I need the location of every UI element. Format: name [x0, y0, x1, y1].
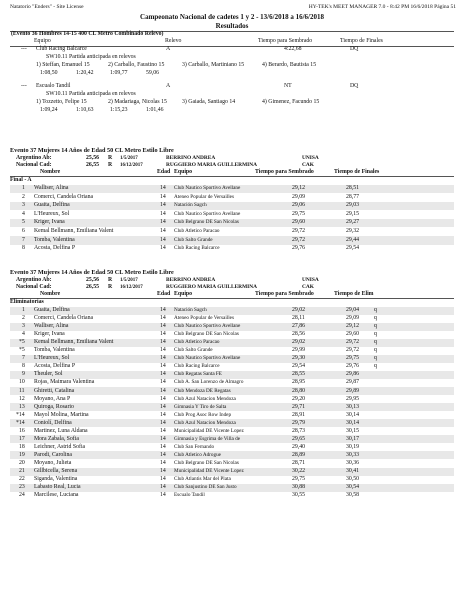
final-time: 30,13	[346, 403, 360, 410]
swimmer-team: Club Nautico Sportivo Avellane	[174, 355, 241, 362]
swimmer-age: 14	[160, 315, 166, 322]
col-seed: Tiempo para Sembrado	[258, 38, 313, 44]
row-shade	[10, 387, 454, 395]
record-club: CAK	[302, 162, 314, 168]
software-stamp: HY-TEK's MEET MANAGER 7.0 - 8:42 PM 16/6/2018 Página 51	[308, 4, 456, 10]
seed-time: 29,02	[292, 307, 306, 313]
swimmer-age: 14	[160, 210, 166, 217]
col-final: Tiempo de Finales	[334, 169, 380, 175]
split-time: 1:01,46	[146, 107, 164, 113]
swimmer-team: Ateneo Popular de Versailles	[174, 193, 234, 200]
record-label: Argentino Ab:	[16, 277, 52, 283]
final-time: 29,72	[346, 339, 360, 346]
section-label: Eliminatorias	[10, 299, 44, 305]
swimmer-name: Walliser, Alina	[34, 323, 69, 330]
swimmer-name: Tomba, Valentina	[34, 236, 75, 243]
swimmer-name: Martinez, Luna Aldana	[34, 427, 88, 434]
record-date: 16/12/2017	[120, 163, 143, 168]
swimmer-age: 14	[160, 236, 166, 243]
swimmer-age: 14	[160, 228, 166, 234]
result-place: 19	[19, 451, 25, 458]
swimmer-age: 14	[160, 403, 166, 410]
relay-swimmer: 2) Carballo, Faustino 15	[108, 62, 165, 68]
result-place: *14	[16, 419, 25, 426]
swimmer-name: Theuler, Sol	[34, 371, 63, 378]
seed-time: 27,86	[292, 323, 306, 330]
swimmer-age: 14	[160, 307, 166, 313]
swimmer-age: 14	[160, 387, 166, 394]
swimmer-age: 14	[160, 331, 166, 338]
swimmer-name: Mora Zabala, Sofia	[34, 435, 79, 442]
swimmer-team: Municipalidad DE Vicente Lopez	[174, 427, 244, 434]
swimmer-age: 14	[160, 419, 166, 426]
seed-time: 29,20	[292, 395, 306, 402]
swimmer-team: Club Sanjustino DE San Justo	[174, 484, 237, 491]
final-time: 29,76	[346, 363, 360, 370]
qualifier-mark: q	[374, 331, 377, 338]
section-label: Final - A	[10, 177, 32, 183]
seed-time: 30,22	[292, 468, 306, 474]
result-place: 23	[19, 484, 25, 491]
meet-title: Campeonato Nacional de cadetes 1 y 2 - 13/6/2018 a 16/6/2018	[140, 13, 324, 21]
final-time: 28,77	[346, 193, 360, 200]
swimmer-age: 14	[160, 363, 166, 370]
final-time: 29,32	[346, 228, 360, 234]
swimmer-team: Club Racing Balcarce	[174, 363, 220, 370]
split-time: 1:09,77	[110, 70, 128, 76]
result-place: 1	[22, 185, 25, 191]
swimmer-team: Club Atlantis Mar del Plata	[174, 476, 231, 483]
swimmer-age: 14	[160, 323, 166, 330]
relay-swimmer: 1) Tozzetto, Felipe 15	[36, 99, 87, 105]
final-time: 29,12	[346, 323, 360, 330]
final-time: 30,50	[346, 476, 360, 483]
final-time: 30,54	[346, 484, 360, 491]
col-team: Equipo	[174, 169, 193, 175]
row-shade	[10, 307, 454, 315]
swimmer-team: Natación Sagch	[174, 307, 207, 313]
swimmer-age: 14	[160, 459, 166, 466]
row-shade	[10, 202, 454, 211]
seed-time: 29,75	[292, 476, 306, 483]
record-holder: RUGGIERO MARIA GUILLERMINA	[166, 162, 258, 168]
swimmer-team: Club Regatas Santa FE	[174, 371, 222, 378]
swimmer-team: Club Mendoza DE Regatas	[174, 387, 231, 394]
seed-time: 29,72	[292, 236, 306, 243]
seed-time: 29,79	[292, 419, 306, 426]
swimmer-name: Kriger, Ivana	[34, 219, 65, 226]
swimmer-team: Club Belgrano DE San Nicolas	[174, 331, 239, 338]
final-time: 29,87	[346, 379, 360, 386]
swimmer-team: Club Azul Natacion Mendoza	[174, 395, 236, 402]
split-time: 1:08,50	[40, 70, 58, 76]
col-final: Tiempo de Finales	[340, 38, 383, 44]
team-seed: NT	[284, 83, 292, 89]
final-time: 30,41	[346, 468, 360, 474]
event-title: Evento 37 Mujeres 14 Años de Edad 50 CL Metro Estilo Libre	[10, 269, 174, 276]
final-time: 29,72	[346, 347, 360, 354]
seed-time: 29,60	[292, 219, 306, 226]
relay-swimmer: 3) Carballo, Martiniano 15	[182, 62, 245, 68]
swimmer-name: Quiroga, Rosario	[34, 403, 74, 410]
swimmer-team: Escualo Tandil	[174, 492, 205, 499]
swimmer-age: 14	[160, 219, 166, 226]
result-place: 8	[22, 245, 25, 252]
swimmer-team: Club Racing Balcarce	[174, 245, 220, 252]
col-name: Nombre	[40, 291, 61, 297]
swimmer-team: Club Azul Natacion Mendoza	[174, 419, 236, 426]
record-flag: R	[108, 284, 113, 290]
swimmer-age: 14	[160, 185, 166, 191]
seed-time: 29,30	[292, 355, 306, 362]
seed-time: 29,09	[292, 193, 306, 200]
swimmer-team: Club A. San Lorenzo de Almagro	[174, 379, 244, 386]
team-relay: A	[166, 46, 171, 52]
swimmer-name: Comerci, Candela Oriana	[34, 193, 94, 200]
swimmer-name: L'Heureux, Sol	[34, 210, 70, 217]
swimmer-team: Club Nautico Sportivo Avellane	[174, 210, 241, 217]
col-age: Edad	[157, 169, 171, 175]
result-place: 8	[22, 363, 25, 370]
result-place: 17	[19, 435, 25, 442]
swimmer-age: 14	[160, 427, 166, 434]
team-seed: 4:22,68	[284, 46, 302, 52]
record-flag: R	[108, 162, 113, 168]
results-title: Resultados	[215, 22, 249, 30]
final-time: 29,04	[346, 307, 360, 313]
swimmer-name: Tomba, Valentina	[34, 347, 75, 354]
split-time: 1:10,63	[76, 107, 94, 113]
result-place: 3	[22, 323, 25, 330]
record-date: 1/5/2017	[120, 278, 138, 283]
header-rule	[10, 298, 454, 299]
swimmer-team: Club Belgrano DE San Nicolas	[174, 459, 239, 466]
final-time: 30,58	[346, 492, 360, 499]
swimmer-team: Municipalidad DE Vicente Lopez	[174, 468, 244, 474]
swimmer-name: Moyano, Ana P	[34, 395, 71, 402]
final-time: 29,15	[346, 210, 360, 217]
header-rule	[10, 176, 454, 177]
final-time: 30,36	[346, 459, 360, 466]
swimmer-age: 14	[160, 202, 166, 209]
seed-time: 30,55	[292, 492, 306, 499]
record-label: Nacional Cad:	[16, 284, 52, 290]
swimmer-age: 14	[160, 435, 166, 442]
split-time: 1:09,24	[40, 107, 58, 113]
final-time: 29,75	[346, 355, 360, 362]
swimmer-age: 14	[160, 411, 166, 418]
qualifier-mark: q	[374, 339, 377, 346]
swimmer-name: Siganda, Valentina	[34, 476, 78, 483]
swimmer-age: 14	[160, 339, 166, 346]
swimmer-name: Rojas, Maimara Valentina	[34, 379, 95, 386]
swimmer-name: Kemal Bellmann, Emiliana Valent	[34, 339, 114, 346]
team-place: ---	[21, 46, 27, 52]
result-place: 20	[19, 459, 25, 466]
seed-time: 29,99	[292, 347, 306, 354]
final-time: 29,86	[346, 371, 360, 378]
qualifier-mark: q	[374, 347, 377, 354]
seed-time: 29,71	[292, 403, 306, 410]
relay-swimmer: 1) Steffan, Emanuel 15	[36, 62, 90, 68]
result-place: *14	[16, 411, 25, 418]
result-place: 16	[19, 427, 25, 434]
col-relay: Relevo	[165, 38, 182, 44]
final-time: 30,14	[346, 419, 360, 426]
swimmer-team: Club Nautico Sportivo Avellane	[174, 323, 241, 330]
seed-time: 28,95	[292, 379, 306, 386]
swimmer-name: Labasto Real, Lucia	[34, 484, 81, 491]
qualifier-mark: q	[374, 363, 377, 370]
seed-time: 29,75	[292, 210, 306, 217]
team-relay: A	[166, 83, 171, 89]
col-seed: Tiempo para Sembrado	[255, 291, 314, 297]
seed-time: 28,89	[292, 451, 306, 458]
result-place: 6	[22, 228, 25, 234]
record-time: 26,55	[86, 284, 100, 290]
seed-time: 28,55	[292, 371, 306, 378]
swimmer-team: Club San Fernando	[174, 443, 215, 450]
record-club: UNISA	[302, 155, 319, 161]
swimmer-age: 14	[160, 379, 166, 386]
swimmer-name: Guaita, Delfina	[34, 307, 70, 313]
seed-time: 28,71	[292, 459, 306, 466]
final-time: 29,95	[346, 395, 360, 402]
seed-time: 29,72	[292, 228, 306, 234]
final-time: 30,33	[346, 451, 360, 458]
relay-swimmer: 4) Gimenez, Facundo 15	[262, 99, 320, 105]
qualifier-mark: q	[374, 323, 377, 330]
result-place: 5	[22, 219, 25, 226]
team-name: Escualo Tandil	[36, 83, 71, 89]
team-place: ---	[21, 83, 27, 89]
result-place: 1	[22, 307, 25, 313]
col-team: Equipo	[34, 38, 51, 44]
result-place: 10	[19, 379, 25, 386]
final-time: 29,09	[346, 315, 360, 322]
col-team: Equipo	[174, 291, 193, 297]
swimmer-name: Mayol Molina, Martina	[34, 411, 89, 418]
result-place: 22	[19, 476, 25, 483]
swimmer-age: 14	[160, 347, 166, 354]
swimmer-name: Moyano, Julieta	[34, 459, 72, 466]
swimmer-name: L'Heureux, Sol	[34, 355, 70, 362]
team-final: DQ	[350, 46, 359, 52]
swimmer-team: Gimnasia Y Tiro de Salta	[174, 403, 227, 410]
swimmer-age: 14	[160, 355, 166, 362]
final-time: 29,89	[346, 387, 360, 394]
row-shade	[10, 236, 454, 245]
seed-time: 28,73	[292, 427, 306, 434]
relay-swimmer: 2) Madariaga, Nicolas 15	[108, 99, 167, 105]
event-title: Evento 37 Mujeres 14 Años de Edad 50 CL Metro Estilo Libre	[10, 147, 174, 154]
swimmer-age: 14	[160, 443, 166, 450]
swimmer-team: Club Atletico Paracao	[174, 339, 220, 346]
swimmer-age: 14	[160, 245, 166, 252]
qualifier-mark: q	[374, 315, 377, 322]
swimmer-team: Club Atletico Adrogue	[174, 451, 221, 458]
record-date: 1/5/2017	[120, 156, 138, 161]
final-time: 28,51	[346, 185, 360, 191]
result-place: 11	[19, 387, 25, 394]
swimmer-team: Club Salto Grande	[174, 347, 213, 354]
swimmer-team: Gimnasia y Esgrima de Villa de	[174, 435, 241, 442]
swimmer-age: 14	[160, 395, 166, 402]
relay-swimmer: 4) Berardo, Bautista 15	[262, 62, 317, 68]
seed-time: 28,11	[292, 315, 305, 322]
row-shade	[10, 451, 454, 459]
dq-note: SW10.11 Partida anticipada en relevos	[46, 54, 136, 60]
record-club: CAK	[302, 284, 314, 290]
record-holder: BERRINO ANDREA	[166, 277, 216, 283]
swimmer-age: 14	[160, 468, 166, 474]
result-place: 7	[22, 236, 25, 243]
team-final: DQ	[350, 83, 359, 89]
col-final: Tiempo de Elim	[334, 291, 374, 297]
page-header-line	[10, 4, 456, 13]
swimmer-name: Marcilese, Luciana	[34, 492, 79, 499]
swimmer-name: Parodi, Carolina	[34, 451, 72, 458]
final-time: 29,44	[346, 236, 360, 243]
swimmer-team: Club Nautico Sportivo Avellane	[174, 185, 241, 191]
seed-time: 28,91	[292, 411, 306, 418]
result-place: 4	[22, 210, 25, 217]
result-place: 24	[19, 492, 25, 499]
swimmer-age: 14	[160, 476, 166, 483]
seed-time: 29,54	[292, 363, 306, 370]
row-shade	[10, 371, 454, 379]
final-time: 30,19	[346, 443, 360, 450]
row-shade	[10, 403, 454, 411]
record-flag: R	[108, 277, 113, 283]
result-place: 2	[22, 315, 25, 322]
swimmer-name: Comerci, Candela Oriana	[34, 315, 94, 322]
seed-time: 29,12	[292, 185, 306, 191]
swimmer-name: Kriger, Ivana	[34, 331, 65, 338]
swimmer-name: Guaita, Delfina	[34, 202, 70, 209]
team-name: Club Racing Balcarce	[36, 46, 87, 52]
col-name: Nombre	[40, 169, 61, 175]
seed-time: 28,80	[292, 387, 306, 394]
swimmer-team: Natación Sagch	[174, 202, 207, 209]
seed-time: 28,56	[292, 331, 306, 338]
record-time: 26,55	[86, 162, 100, 168]
site-license: Natatorio "Enders" - Site License	[10, 4, 84, 10]
result-place: 9	[22, 371, 25, 378]
swimmer-team: Club Prog Asoc Row Indep	[174, 411, 232, 418]
seed-time: 29,40	[292, 443, 306, 450]
split-time: 1:20,42	[76, 70, 94, 76]
swimmer-team: Club Atletico Paracao	[174, 228, 220, 234]
result-place: 2	[22, 193, 25, 200]
final-time: 29,54	[346, 245, 360, 252]
swimmer-name: Acosta, Delfina P	[34, 245, 76, 252]
swimmer-name: Coniolí, Delfina	[34, 419, 72, 426]
seed-time: 29,76	[292, 245, 306, 252]
final-time: 30,14	[346, 411, 360, 418]
col-age: Edad	[157, 291, 171, 297]
record-time: 25,56	[86, 277, 100, 283]
swimmer-age: 14	[160, 193, 166, 200]
final-time: 29,60	[346, 331, 360, 338]
swimmer-name: Gillbicella, Serena	[34, 468, 78, 474]
relay-event-title: (Evento 36 Hombres 14-15 400 CL Metro Combinado Relevo)	[11, 31, 164, 37]
record-flag: R	[108, 155, 113, 161]
result-place: 7	[22, 355, 25, 362]
seed-time: 29,06	[292, 202, 306, 209]
result-place: 21	[19, 468, 25, 474]
final-time: 30,17	[346, 435, 360, 442]
result-place: 4	[22, 331, 25, 338]
result-place: *5	[19, 339, 25, 346]
seed-time: 30,88	[292, 484, 306, 491]
final-time: 30,15	[346, 427, 360, 434]
record-label: Nacional Cad:	[16, 162, 52, 168]
swimmer-team: Club Salto Grande	[174, 236, 213, 243]
swimmer-age: 14	[160, 451, 166, 458]
relay-swimmer: 3) Gaiada, Santiago 14	[182, 99, 236, 105]
dq-note: SW10.11 Partida anticipada en relevos	[46, 91, 136, 97]
swimmer-name: Acosta, Delfina P	[34, 363, 76, 370]
record-club: UNISA	[302, 277, 319, 283]
result-place: 12	[19, 395, 25, 402]
swimmer-name: Kemal Bellmann, Emiliana Valent	[34, 228, 114, 234]
split-time: 1:15,23	[110, 107, 128, 113]
swimmer-age: 14	[160, 371, 166, 378]
swimmer-name: Walliser, Alina	[34, 185, 69, 191]
qualifier-mark: q	[374, 307, 377, 313]
col-seed: Tiempo para Sembrado	[255, 169, 314, 175]
swimmer-name: Leichner, Astrid Sofia	[34, 443, 86, 450]
swimmer-team: Club Belgrano DE San Nicolas	[174, 219, 239, 226]
result-place: 18	[19, 443, 25, 450]
record-date: 16/12/2017	[120, 285, 143, 290]
seed-time: 29,65	[292, 435, 306, 442]
result-place: 3	[22, 202, 25, 209]
final-time: 29,27	[346, 219, 360, 226]
seed-time: 29,02	[292, 339, 306, 346]
record-time: 25,56	[86, 155, 100, 161]
result-place: *5	[19, 347, 25, 354]
result-place: 13	[19, 403, 25, 410]
qualifier-mark: q	[374, 355, 377, 362]
record-holder: BERRINO ANDREA	[166, 155, 216, 161]
final-time: 29,03	[346, 202, 360, 209]
record-label: Argentino Ab:	[16, 155, 52, 161]
swimmer-age: 14	[160, 484, 166, 491]
record-holder: RUGGIERO MARIA GUILLERMINA	[166, 284, 258, 290]
swimmer-team: Ateneo Popular de Versailles	[174, 315, 234, 322]
swimmer-name: Ghiretti, Catalina	[34, 387, 75, 394]
split-time: 59,06	[146, 70, 160, 76]
swimmer-age: 14	[160, 492, 166, 499]
